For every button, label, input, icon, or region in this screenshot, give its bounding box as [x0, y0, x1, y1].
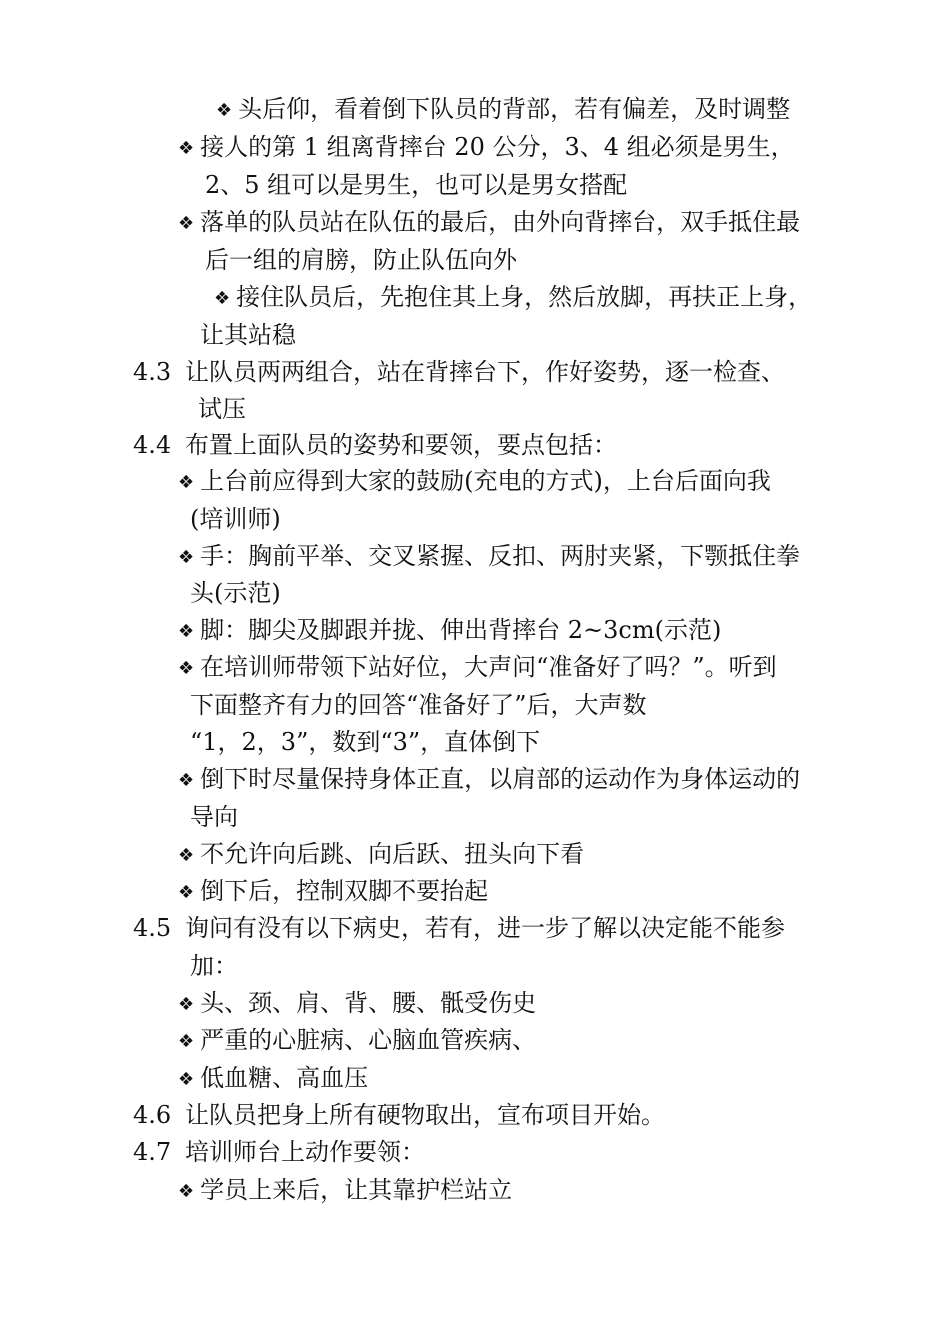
- section-number: 4.6: [133, 1101, 172, 1129]
- line-text: 上台前应得到大家的鼓励(充电的方式)，上台后面向我: [200, 467, 771, 495]
- diamond-bullet-icon: ❖: [178, 882, 195, 903]
- line-text: 加：: [190, 952, 238, 980]
- line-text: 让队员两两组合，站在背摔台下，作好姿势，逐一检查、: [185, 358, 785, 386]
- diamond-bullet-icon: ❖: [178, 138, 195, 159]
- bullet-line: [178, 615, 721, 647]
- bullet-line: [216, 94, 790, 126]
- bullet-line: [178, 207, 800, 239]
- line-text: 后一组的肩膀，防止队伍向外: [205, 246, 517, 274]
- bullet-line: [178, 1063, 368, 1095]
- bullet-line: [178, 876, 488, 908]
- continuation-line: [190, 504, 281, 534]
- continuation-line: [200, 320, 296, 350]
- line-text: 低血糖、高血压: [200, 1064, 369, 1092]
- line-text: 2、5 组可以是男生，也可以是男女搭配: [205, 171, 628, 199]
- line-text: “1，2，3”，数到“3”，直体倒下: [190, 728, 541, 756]
- line-text: (培训师): [190, 505, 281, 533]
- line-text: 接住队员后，先抱住其上身，然后放脚，再扶正上身，: [236, 283, 813, 311]
- line-text: 头、颈、肩、背、腰、骶受伤史: [200, 989, 537, 1017]
- bullet-line: [178, 1025, 536, 1057]
- diamond-bullet-icon: ❖: [178, 994, 195, 1015]
- bullet-line: [178, 988, 536, 1020]
- line-text: 手：胸前平举、交叉紧握、反扣、两肘夹紧，下颚抵住拳: [200, 542, 801, 570]
- line-text: 询问有没有以下病史，若有，进一步了解以决定能不能参: [185, 914, 785, 942]
- bullet-line: [178, 541, 800, 573]
- diamond-bullet-icon: ❖: [178, 472, 195, 493]
- diamond-bullet-icon: ❖: [216, 100, 233, 121]
- line-text: 在培训师带领下站好位，大声问“准备好了吗？”。听到: [200, 653, 777, 681]
- bullet-line: [178, 466, 771, 498]
- section-number: 4.5: [133, 914, 172, 942]
- line-text: 脚：脚尖及脚跟并拢、伸出背摔台 2~3cm(示范): [200, 616, 722, 644]
- diamond-bullet-icon: ❖: [178, 213, 195, 234]
- numbered-line: [133, 913, 785, 943]
- diamond-bullet-icon: ❖: [214, 288, 231, 309]
- continuation-line: [190, 690, 647, 720]
- bullet-line: [214, 282, 812, 314]
- diamond-bullet-icon: ❖: [178, 1069, 195, 1090]
- continuation-line: [205, 170, 627, 200]
- line-text: 学员上来后，让其靠护栏站立: [200, 1176, 513, 1204]
- bullet-line: [178, 1175, 512, 1207]
- line-text: 严重的心脏病、心脑血管疾病、: [200, 1026, 537, 1054]
- line-text: 试压: [198, 395, 246, 423]
- numbered-line: [133, 1137, 425, 1167]
- continuation-line: [190, 802, 238, 832]
- diamond-bullet-icon: ❖: [178, 770, 195, 791]
- numbered-line: [133, 357, 785, 387]
- section-number: 4.4: [133, 431, 172, 459]
- line-text: 不允许向后跳、向后跃、扭头向下看: [200, 840, 585, 868]
- line-text: 倒下后，控制双脚不要抬起: [200, 877, 489, 905]
- bullet-line: [178, 764, 800, 796]
- diamond-bullet-icon: ❖: [178, 1031, 195, 1052]
- continuation-line: [198, 394, 246, 424]
- continuation-line: [190, 951, 238, 981]
- line-text: 布置上面队员的姿势和要领，要点包括：: [185, 431, 617, 459]
- line-text: 头后仰，看着倒下队员的背部，若有偏差，及时调整: [238, 95, 791, 123]
- continuation-line: [190, 578, 281, 608]
- line-text: 导向: [190, 803, 238, 831]
- line-text: 落单的队员站在队伍的最后，由外向背摔台，双手抵住最: [200, 208, 801, 236]
- diamond-bullet-icon: ❖: [178, 845, 195, 866]
- line-text: 让其站稳: [200, 321, 296, 349]
- line-text: 接人的第 1 组离背摔台 20 公分，3、4 组必须是男生，: [200, 133, 795, 161]
- bullet-line: [178, 132, 795, 164]
- diamond-bullet-icon: ❖: [178, 547, 195, 568]
- continuation-line: [205, 245, 517, 275]
- bullet-line: [178, 839, 584, 871]
- diamond-bullet-icon: ❖: [178, 1181, 195, 1202]
- bullet-line: [178, 652, 777, 684]
- numbered-line: [133, 1100, 665, 1130]
- line-text: 培训师台上动作要领：: [185, 1138, 425, 1166]
- continuation-line: [190, 727, 540, 757]
- diamond-bullet-icon: ❖: [178, 658, 195, 679]
- line-text: 让队员把身上所有硬物取出，宣布项目开始。: [185, 1101, 665, 1129]
- section-number: 4.3: [133, 358, 172, 386]
- line-text: 下面整齐有力的回答“准备好了”后，大声数: [190, 691, 647, 719]
- line-text: 倒下时尽量保持身体正直，以肩部的运动作为身体运动的: [200, 765, 801, 793]
- numbered-line: [133, 430, 617, 460]
- line-text: 头(示范): [190, 579, 281, 607]
- section-number: 4.7: [133, 1138, 172, 1166]
- diamond-bullet-icon: ❖: [178, 621, 195, 642]
